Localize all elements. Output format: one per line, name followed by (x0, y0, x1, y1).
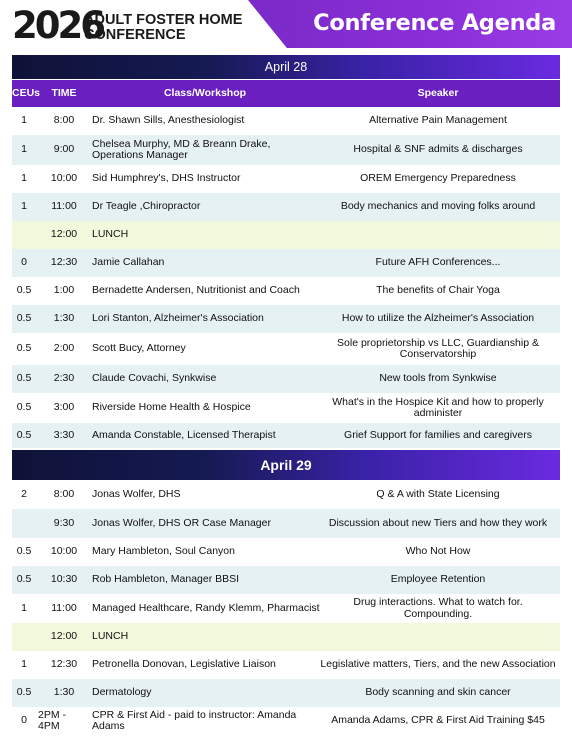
agenda-row (12, 277, 560, 305)
time-cell: 1:30 (53, 312, 75, 325)
class-cell: Scott Bucy, Attorney (92, 342, 186, 355)
speaker-cell: Discussion about new Tiers and how they work (328, 516, 548, 529)
ceu-cell: 1 (21, 601, 27, 614)
column-header-time: TIME (51, 87, 77, 99)
agenda-row (12, 333, 560, 365)
agenda-row (12, 481, 560, 509)
agenda-table-april-29 (12, 481, 560, 735)
time-cell: 10:00 (50, 172, 78, 185)
class-cell: Bernadette Andersen, Nutritionist and Coach (92, 284, 300, 297)
time-cell: 11:00 (51, 601, 77, 614)
agenda-row (12, 135, 560, 165)
class-cell: Dermatology (92, 686, 152, 699)
class-cell: LUNCH (92, 630, 129, 643)
ceu-cell (12, 509, 36, 538)
speaker-cell: Alternative Pain Management (369, 114, 507, 127)
class-cell: Managed Healthcare, Randy Klemm, Pharmacist (92, 601, 320, 614)
speaker-cell: Hospital & SNF admits & discharges (353, 143, 523, 156)
ceu-cell (12, 623, 36, 651)
day-header-april-29: April 29 (12, 450, 560, 480)
speaker-cell: How to utilize the Alzheimer's Association (341, 312, 535, 325)
agenda-row (12, 165, 560, 193)
agenda-banner-title: Conference Agenda (313, 10, 556, 36)
speaker-cell: Q & A with State Licensing (376, 488, 500, 501)
speaker-cell: Future AFH Conferences... (375, 256, 501, 269)
speaker-cell: Body scanning and skin cancer (365, 686, 511, 699)
time-cell: 1:30 (53, 686, 75, 699)
agenda-row (12, 509, 560, 538)
class-cell: Dr Teagle ,Chiropractor (92, 200, 201, 213)
class-cell: Rob Hambleton, Manager BBSI (92, 573, 240, 586)
time-cell: 10:30 (50, 573, 78, 586)
speaker-cell: Drug interactions. What to watch for. Compounding. (353, 596, 523, 620)
speaker-cell: Amanda Adams, CPR & First Aid Training $45 (331, 714, 545, 727)
agenda-row (12, 393, 560, 423)
ceu-cell: 0.5 (16, 401, 32, 414)
speaker-cell: Employee Retention (390, 573, 486, 586)
class-cell: Jonas Wolfer, DHS (92, 488, 181, 501)
speaker-cell: New tools from Synkwise (379, 372, 497, 385)
conference-name (84, 13, 242, 43)
time-cell: 1:00 (53, 284, 75, 297)
speaker-cell (318, 623, 558, 651)
ceu-cell: 0.5 (16, 428, 32, 441)
class-cell: LUNCH (92, 228, 129, 241)
agenda-row (12, 107, 560, 135)
agenda-row (12, 538, 560, 566)
agenda-row (12, 707, 560, 735)
class-cell: Mary Hambleton, Soul Canyon (92, 545, 235, 558)
ceu-cell: 1 (21, 172, 27, 185)
class-cell: Lori Stanton, Alzheimer's Association (92, 312, 264, 325)
time-cell: 3:30 (53, 428, 75, 441)
ceu-cell: 0 (21, 714, 27, 727)
time-cell: 12:30 (50, 256, 78, 269)
class-cell: Amanda Constable, Licensed Therapist (92, 428, 276, 441)
ceu-cell: 1 (21, 114, 27, 127)
day-header-april-28: April 28 (12, 55, 560, 79)
speaker-cell: Sole proprietorship vs LLC, Guardianship & Conservatorship (337, 336, 539, 360)
conference-name-line-1: ADULT FOSTER HOME (84, 12, 243, 28)
agenda-row (12, 249, 560, 277)
time-cell: 11:00 (51, 200, 77, 213)
speaker-cell: Who Not How (405, 545, 471, 558)
column-header-ceus: CEUs (12, 87, 41, 99)
ceu-cell: 0.5 (16, 573, 32, 586)
ceu-cell: 1 (21, 658, 27, 671)
time-cell: 8:00 (53, 488, 75, 501)
class-cell: Jonas Wolfer, DHS OR Case Manager (92, 516, 271, 529)
time-cell: 3:00 (53, 401, 75, 414)
column-header-speaker: Speaker (417, 87, 459, 99)
time-cell: 12:30 (50, 658, 78, 671)
agenda-row (12, 365, 560, 393)
agenda-row (12, 566, 560, 594)
ceu-cell: 0.5 (16, 372, 32, 385)
time-cell: 9:00 (53, 143, 75, 156)
agenda-row (12, 193, 560, 221)
lunch-row (12, 221, 560, 249)
agenda-row (12, 305, 560, 333)
class-cell: Riverside Home Health & Hospice (92, 401, 251, 414)
conference-name-line-2: CONFERENCE (84, 27, 186, 43)
ceu-cell: 0.5 (16, 342, 32, 355)
speaker-cell (318, 221, 558, 249)
column-header-class: Class/Workshop (163, 87, 247, 99)
class-cell: Petronella Donovan, Legislative Liaison (92, 658, 276, 671)
ceu-cell: 0.5 (16, 312, 32, 325)
ceu-cell: 1 (21, 143, 27, 156)
time-cell: 12:00 (50, 630, 78, 643)
agenda-row (12, 679, 560, 707)
time-cell: 2PM - 4PM (38, 708, 67, 732)
conference-year: 2026 (12, 4, 103, 47)
class-cell: CPR & First Aid - paid to instructor: Amanda Adams (92, 708, 297, 732)
time-cell: 10:00 (50, 545, 78, 558)
class-cell: Sid Humphrey's, DHS Instructor (92, 172, 241, 185)
agenda-table-april-28 (12, 107, 560, 448)
speaker-cell: Legislative matters, Tiers, and the new Association (320, 658, 556, 671)
speaker-cell: OREM Emergency Preparedness (360, 172, 516, 185)
time-cell: 12:00 (50, 228, 78, 241)
speaker-cell: Body mechanics and moving folks around (340, 200, 536, 213)
lunch-row (12, 623, 560, 651)
ceu-cell: 2 (21, 488, 27, 501)
speaker-cell: The benefits of Chair Yoga (376, 284, 500, 297)
time-cell: 8:00 (53, 114, 75, 127)
time-cell: 9:30 (53, 516, 75, 529)
class-cell: Dr. Shawn Sills, Anesthesiologist (92, 114, 245, 127)
agenda-row (12, 594, 560, 623)
speaker-cell: What's in the Hospice Kit and how to properly administer (332, 395, 544, 419)
time-cell: 2:30 (53, 372, 75, 385)
agenda-row (12, 423, 560, 448)
agenda-row (12, 651, 560, 679)
ceu-cell: 1 (21, 200, 27, 213)
time-cell: 2:00 (53, 342, 75, 355)
class-cell: Jamie Callahan (92, 256, 165, 269)
column-header-row (12, 80, 560, 107)
page-header (0, 0, 572, 52)
ceu-cell: 0 (21, 256, 27, 269)
class-cell: Claude Covachi, Synkwise (92, 372, 217, 385)
ceu-cell: 0.5 (16, 686, 32, 699)
class-cell: Chelsea Murphy, MD & Breann Drake, Operations Manager (92, 137, 271, 161)
ceu-cell (12, 221, 36, 249)
ceu-cell: 0.5 (16, 284, 32, 297)
speaker-cell: Grief Support for families and caregivers (344, 428, 532, 441)
ceu-cell: 0.5 (16, 545, 32, 558)
